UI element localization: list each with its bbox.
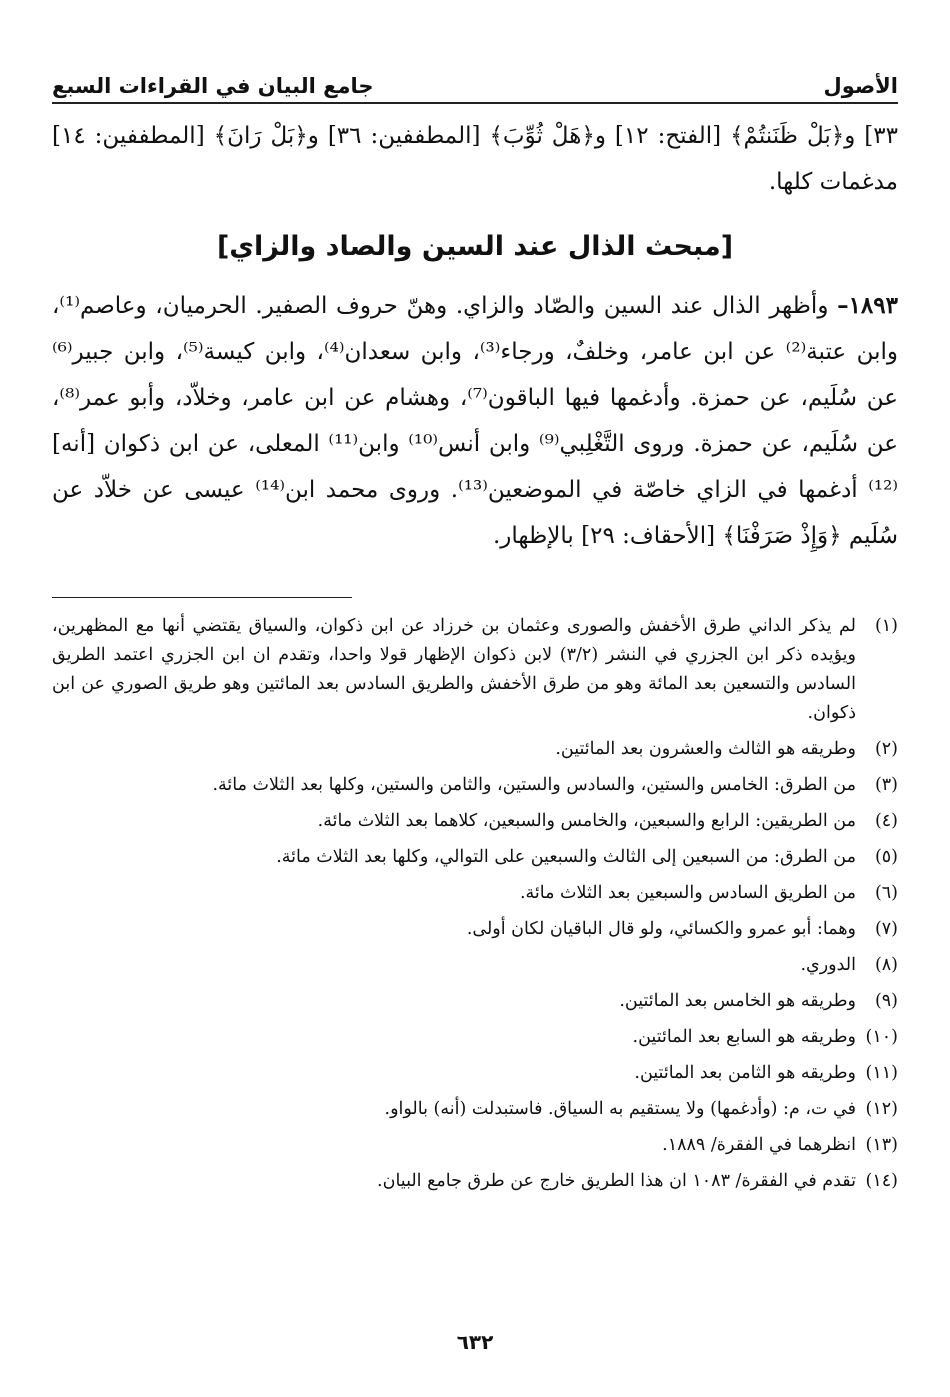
footnote-text: لم يذكر الداني طرق الأخفش والصورى وعثمان بن خرزاد عن ابن ذكوان، والسياق يقتضي أنها مع المظهرين، ويؤيده ذكر ابن الجزري في النشر (٣/٢) لابن ذكوان الإظهار قولا واحدا، وتقدم ان ابن الجزري اعتمد الطريق السادس والتسعين بعد المائة وهو من طرق الأخفش والطريق السادس بعد المائتين وهو طريق الصوري عن ابن ذكوان.: [52, 616, 856, 723]
footnote-item: [52, 807, 898, 836]
footnote-number: (٧): [874, 919, 898, 939]
footnote-number: (٥): [874, 847, 898, 867]
footnote-text: من الطرق: من السبعين إلى الثالث والسبعين على التوالي، وكلها بعد الثلاث مائة.: [276, 847, 856, 867]
footnote-number: (٦): [874, 883, 898, 903]
header-book-title: جامع البيان في القراءات السبع: [52, 74, 374, 98]
footnote-text: وهما: أبو عمرو والكسائي، ولو قال الباقيان لكان أولى.: [466, 919, 856, 939]
footnote-number: (٩): [874, 991, 898, 1011]
footnote-number: (١٤): [865, 1171, 898, 1191]
footnote-text: وطريقه هو الثالث والعشرون بعد المائتين.: [555, 739, 856, 759]
footnote-number: (١٣): [865, 1135, 898, 1155]
footnote-number: (١٠): [865, 1027, 898, 1047]
footnote-text: وطريقه هو السابع بعد المائتين.: [632, 1027, 856, 1047]
footnote-number: (٤): [874, 811, 898, 831]
footnote-text: من الطريق السادس والسبعين بعد الثلاث مائة.: [519, 883, 856, 903]
page-number: ٦٣٢: [456, 1330, 494, 1354]
footnote-text: وطريقه هو الثامن بعد المائتين.: [634, 1063, 856, 1083]
header-chapter-title: الأصول: [823, 74, 898, 98]
footnote-item: [52, 1059, 898, 1088]
book-page: [52, 0, 898, 1397]
footnote-text: الدوري.: [800, 955, 856, 975]
footnote-number: (٨): [874, 955, 898, 975]
intro-line: ٣٣] و﴿بَلْ ظَنَنتُمْ﴾ [الفتح: ١٢] و﴿هَلْ ثُوِّبَ﴾ [المطففين: ٣٦] و﴿بَلْ رَانَ﴾ [المطففين: ١٤] مدغمات كلها.: [52, 123, 899, 195]
footnote-number: (٣): [874, 775, 898, 795]
footnote-item: [52, 951, 898, 980]
footnote-text: من الطريقين: الرابع والسبعين، والخامس والسبعين، كلاهما بعد الثلاث مائة.: [317, 811, 856, 831]
running-header: [52, 58, 898, 104]
footnote-item: [52, 879, 898, 908]
main-text: [52, 113, 898, 559]
section-heading: [مبحث الذال عند السين والصاد والزاي]: [216, 231, 734, 262]
footnote-item: [52, 915, 898, 944]
footnote-text: انظرهما في الفقرة/ ١٨٨٩.: [662, 1135, 856, 1155]
footnote-number: (١): [874, 616, 898, 636]
footnote-text: تقدم في الفقرة/ ١٠٨٣ ان هذا الطريق خارج عن طرق جامع البيان.: [377, 1171, 856, 1191]
footnote-text: في ت، م: (وأدغمها) ولا يستقيم به السياق. فاستبدلت (أنه) بالواو.: [384, 1099, 856, 1119]
paragraph-1893: [52, 283, 898, 559]
footnote-number: (١٢): [865, 1099, 898, 1119]
footnote-item: [52, 1167, 898, 1196]
footnote-item: [52, 987, 898, 1016]
paragraph-number: ١٨٩٣–: [837, 292, 898, 319]
footnote-item: [52, 1131, 898, 1160]
footnote-divider: [52, 597, 352, 598]
footnote-item: [52, 1023, 898, 1052]
footnote-number: (١١): [865, 1063, 898, 1083]
footnote-item: [52, 1095, 898, 1124]
footnotes: [52, 612, 898, 1203]
footnote-text: من الطرق: الخامس والستين، والسادس والستين، والثامن والستين، وكلها بعد الثلاث مائة.: [212, 775, 856, 795]
footnote-item: [52, 735, 898, 764]
footnote-item: [52, 771, 898, 800]
paragraph-text: وأظهر الذال عند السين والصّاد والزاي. وهنّ حروف الصفير. الحرميان، وعاصم⁽¹⁾، وابن عتبة⁽²⁾ عن ابن عامر، وخلفٌ، ورجاء⁽³⁾، وابن سعدان⁽⁴⁾، وابن كيسة⁽⁵⁾، وابن جبير⁽⁶⁾ عن سُلَيم، عن حمزة. وأدغمها فيها الباقون⁽⁷⁾، وهشام عن ابن عامر، وخلاّد، وأبو عمر⁽⁸⁾، عن سُلَيم، عن حمزة. وروى التَّغْلِبي⁽⁹⁾ وابن أنس⁽¹⁰⁾ وابن⁽¹¹⁾ المعلى، عن ابن ذكوان [أنه]⁽¹²⁾ أدغمها في الزاي خاصّة في الموضعين⁽¹³⁾. وروى محمد ابن⁽¹⁴⁾ عيسى عن خلاّد عن سُلَيم ﴿وَإِذْ صَرَفْنَا﴾ [الأحقاف: ٢٩] بالإظهار.: [52, 293, 899, 549]
footnote-item: [52, 612, 898, 728]
footnote-number: (٢): [874, 739, 898, 759]
footnote-text: وطريقه هو الخامس بعد المائتين.: [619, 991, 856, 1011]
footnote-item: [52, 843, 898, 872]
